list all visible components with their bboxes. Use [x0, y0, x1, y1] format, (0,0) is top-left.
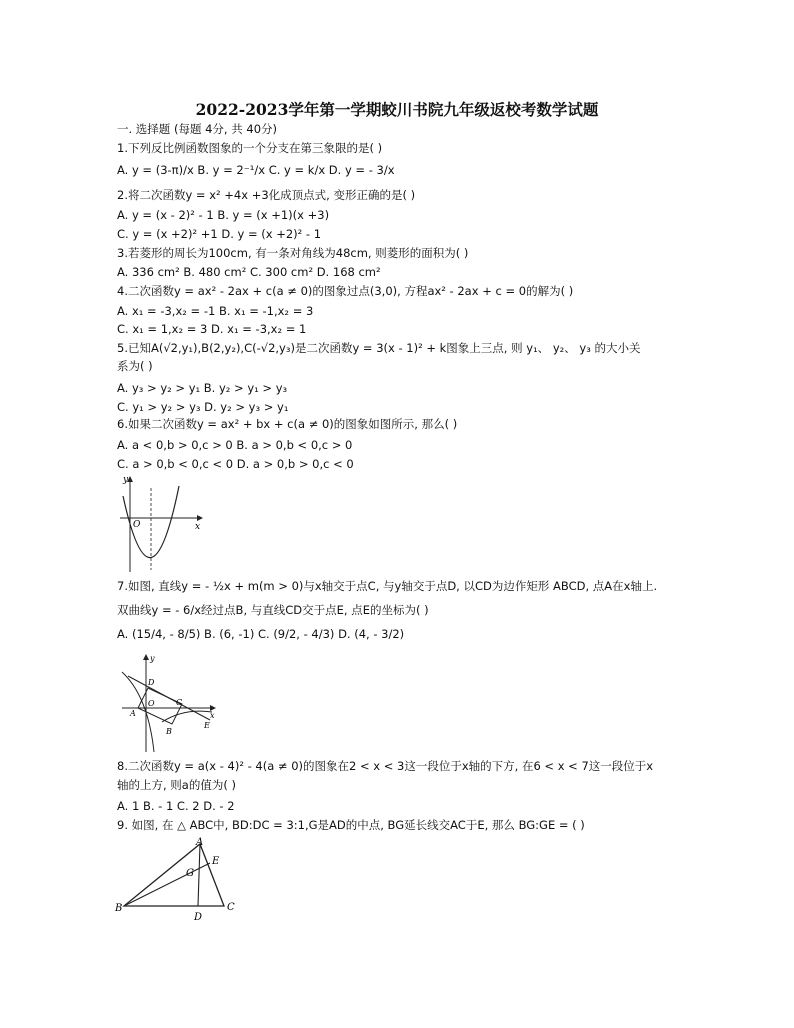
- segment-ad: [198, 844, 200, 906]
- question-4: 4.二次函数y = ax² - 2ax + c(a ≠ 0)的图象过点(3,0), 方程ax² - 2ax + c = 0的解为( ): [117, 284, 574, 298]
- question-3: 3.若菱形的周长为100cm, 有一条对角线为48cm, 则菱形的面积为( ): [117, 246, 469, 260]
- question-5-options-cd: C. y₁ > y₂ > y₃ D. y₂ > y₃ > y₁: [117, 400, 289, 414]
- question-6-options-cd: C. a > 0,b < 0,c < 0 D. a > 0,b > 0,c < 0: [117, 457, 354, 471]
- point-d-label: D: [194, 912, 203, 922]
- y-label: y: [123, 475, 129, 485]
- segment-be: [124, 863, 210, 906]
- question-7-cont: 双曲线y = - 6/x经过点B, 与直线CD交于点E, 点E的坐标为( ): [117, 603, 429, 617]
- question-9: 9. 如图, 在 △ ABC中, BD:DC = 3:1,G是AD的中点, BG延长线交AC于E, 那么 BG:GE = ( ): [117, 818, 585, 832]
- question-5: 5.已知A(√2,y₁),B(2,y₂),C(-√2,y₃)是二次函数y = 3(x - 1)² + k图象上三点, 则 y₁、 y₂、 y₃ 的大小关: [117, 341, 641, 355]
- question-9-figure: [114, 836, 244, 922]
- point-a-label: A: [130, 709, 136, 718]
- question-2-options-cd: C. y = (x +2)² +1 D. y = (x +2)² - 1: [117, 227, 322, 241]
- point-b-label: B: [115, 903, 123, 914]
- y-axis-arrow: [143, 654, 149, 660]
- question-7: 7.如图, 直线y = - ½x + m(m > 0)与x轴交于点C, 与y轴交于点D, 以CD为边作矩形 ABCD, 点A在x轴上.: [117, 579, 658, 593]
- point-c-label: C: [176, 698, 183, 707]
- point-e-label: E: [204, 721, 210, 730]
- point-e-label: E: [212, 856, 220, 867]
- question-7-options: A. (15/4, - 8/5) B. (6, -1) C. (9/2, - 4/3) D. (4, - 3/2): [117, 627, 405, 641]
- question-2: 2.将二次函数y = x² +4x +3化成顶点式, 变形正确的是( ): [117, 188, 416, 202]
- origin-label: O: [148, 699, 155, 708]
- question-6-options-ab: A. a < 0,b > 0,c > 0 B. a > 0,b < 0,c > 0: [117, 438, 353, 452]
- question-8-cont: 轴的上方, 则a的值为( ): [117, 778, 236, 792]
- section-heading: 一. 选择题 (每题 4分, 共 40分): [117, 122, 278, 136]
- x-label: x: [210, 711, 215, 720]
- question-5-cont: 系为( ): [117, 359, 153, 373]
- origin-label: O: [133, 520, 141, 530]
- question-6-figure: [115, 474, 205, 574]
- point-b-label: B: [166, 727, 172, 736]
- question-4-options-ab: A. x₁ = -3,x₂ = -1 B. x₁ = -1,x₂ = 3: [117, 304, 314, 318]
- exam-title: 2022-2023学年第一学期蛟川书院九年级返校考数学试题: [195, 100, 599, 119]
- parabola: [123, 486, 179, 558]
- triangle-abc: [124, 844, 224, 906]
- question-6: 6.如果二次函数y = ax² + bx + c(a ≠ 0)的图象如图所示, 那么( ): [117, 417, 458, 431]
- y-label: y: [150, 654, 155, 663]
- question-7-figure: [118, 652, 218, 754]
- question-8-options: A. 1 B. - 1 C. 2 D. - 2: [117, 799, 235, 813]
- question-1: 1.下列反比例函数图象的一个分支在第三象限的是( ): [117, 141, 383, 155]
- question-4-options-cd: C. x₁ = 1,x₂ = 3 D. x₁ = -3,x₂ = 1: [117, 322, 307, 336]
- question-3-options: A. 336 cm² B. 480 cm² C. 300 cm² D. 168 cm²: [117, 265, 381, 279]
- point-d-label: D: [148, 678, 155, 687]
- point-g-label: G: [186, 868, 194, 879]
- question-8: 8.二次函数y = a(x - 4)² - 4(a ≠ 0)的图象在2 < x < 3这一段位于x轴的下方, 在6 < x < 7这一段位于x: [117, 759, 654, 773]
- point-c-label: C: [227, 902, 235, 913]
- point-a-label: A: [196, 837, 204, 848]
- question-1-options: A. y = (3-π)/x B. y = 2⁻¹/x C. y = k/x D. y = - 3/x: [117, 163, 395, 177]
- x-label: x: [195, 522, 201, 532]
- x-axis-arrow: [197, 515, 203, 521]
- question-5-options-ab: A. y₃ > y₂ > y₁ B. y₂ > y₁ > y₃: [117, 381, 288, 395]
- question-2-options-ab: A. y = (x - 2)² - 1 B. y = (x +1)(x +3): [117, 208, 330, 222]
